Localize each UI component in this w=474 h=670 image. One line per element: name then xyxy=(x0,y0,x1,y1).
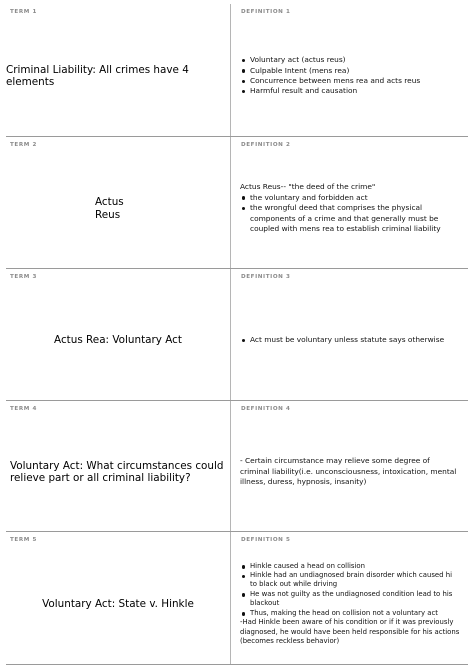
flashcard-3 xyxy=(6,269,468,401)
term-cell xyxy=(6,137,231,268)
definition-cell xyxy=(231,532,468,664)
list-item: Harmful result and causation xyxy=(240,86,460,96)
definition-label: DEFINITION 1 xyxy=(241,9,291,15)
term-label: TERM 4 xyxy=(10,406,37,412)
term-label: TERM 1 xyxy=(10,9,37,15)
flashcard-4 xyxy=(6,401,468,532)
definition-cell xyxy=(231,137,468,268)
term-cell xyxy=(6,4,231,136)
definition-label: DEFINITION 3 xyxy=(241,274,291,280)
definition-list xyxy=(240,193,460,235)
definition-cell xyxy=(231,4,468,136)
definition-outro: -Had Hinkle been aware of his condition or if it was previously diagnosed, he would have been held responsible for his actions (becomes reckless behavior) xyxy=(240,618,460,645)
definition-body xyxy=(240,413,460,531)
list-item: Concurrence between mens rea and acts reus xyxy=(240,76,460,86)
term-text: Voluntary Act: State v. Hinkle xyxy=(42,597,194,610)
list-item: the voluntary and forbidden act xyxy=(240,193,460,203)
term-text: Criminal Liability: All crimes have 4 elements xyxy=(6,63,189,88)
list-item: Culpable Intent (mens rea) xyxy=(240,66,460,76)
definition-list xyxy=(240,335,460,345)
definition-body xyxy=(240,544,460,664)
definition-list xyxy=(240,55,460,97)
definition-body xyxy=(240,149,460,268)
flashcard-2 xyxy=(6,137,468,269)
term-cell xyxy=(6,269,231,400)
definition-cell xyxy=(231,269,468,400)
flashcard-5 xyxy=(6,532,468,665)
definition-text: - Certain circumstance may relieve some degree of criminal liability(i.e. unconsciousness, intoxication, mental illness, duress, hypnosis, insanity) xyxy=(240,456,457,487)
definition-body xyxy=(240,16,460,136)
list-item: Hinkle caused a head on collision xyxy=(240,562,460,571)
list-item: He was not guilty as the undiagnosed condition lead to his blackout xyxy=(240,590,460,609)
list-item: Voluntary act (actus reus) xyxy=(240,55,460,65)
definition-intro: Actus Reus-- "the deed of the crime" xyxy=(240,182,376,192)
term-label: TERM 3 xyxy=(10,274,37,280)
list-item: Hinkle had an undiagnosed brain disorder which caused hi to black out while driving xyxy=(240,571,460,590)
term-text: Voluntary Act: What circumstances could relieve part or all criminal liability? xyxy=(10,459,224,484)
definition-label: DEFINITION 5 xyxy=(241,537,291,543)
definition-label: DEFINITION 2 xyxy=(241,142,291,148)
definition-cell xyxy=(231,401,468,531)
term-cell xyxy=(6,532,231,664)
list-item: the wrongful deed that comprises the physical components of a crime and that generally must be coupled with mens rea to establish criminal liability xyxy=(240,203,460,234)
list-item: Act must be voluntary unless statute says otherwise xyxy=(240,335,460,345)
term-label: TERM 2 xyxy=(10,142,37,148)
term-cell xyxy=(6,401,231,531)
term-text: Actus Reus xyxy=(95,196,124,221)
term-label: TERM 5 xyxy=(10,537,37,543)
list-item: Thus, making the head on collision not a voluntary act xyxy=(240,609,460,618)
flashcard-1 xyxy=(6,4,468,137)
definition-body xyxy=(240,281,460,400)
term-text: Actus Rea: Voluntary Act xyxy=(54,334,182,347)
definition-list xyxy=(240,562,460,618)
definition-label: DEFINITION 4 xyxy=(241,406,291,412)
